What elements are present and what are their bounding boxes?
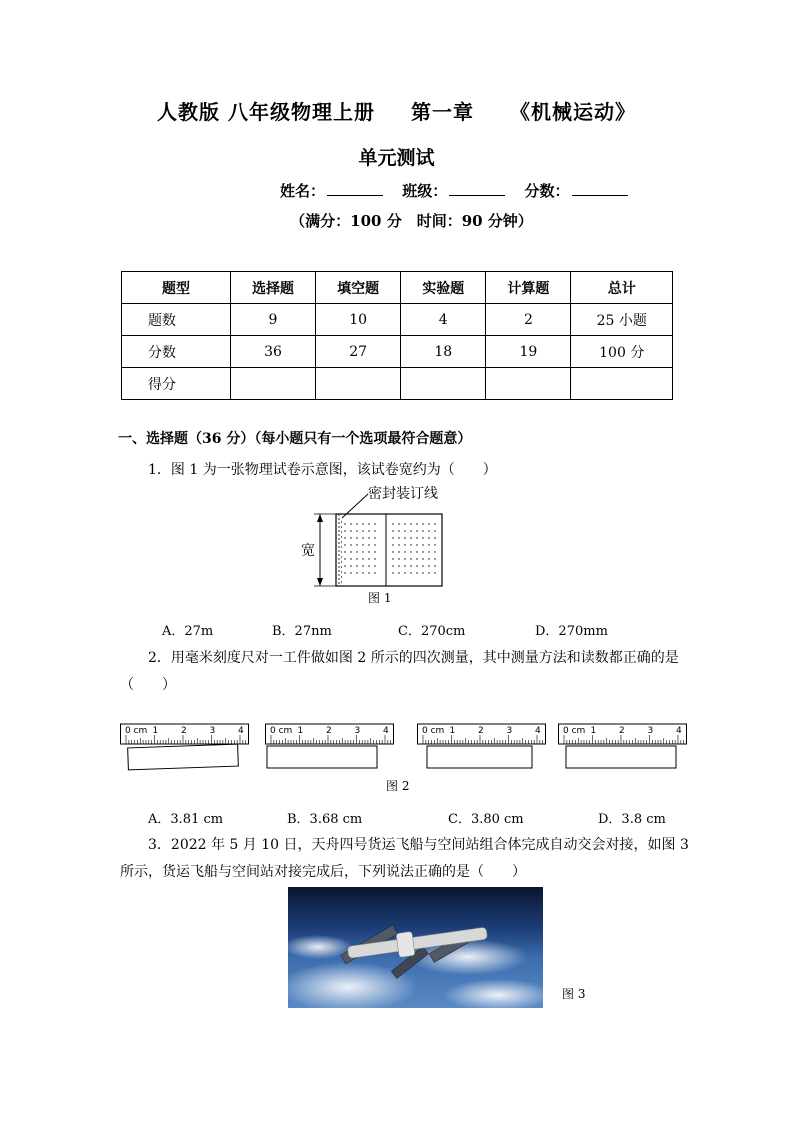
text-dot [362, 544, 363, 545]
ruler-figure-4 [558, 722, 688, 772]
text-dot [422, 551, 423, 552]
ruler-label: 1 [297, 726, 304, 736]
text-dot [344, 537, 345, 538]
text-dot [428, 565, 429, 566]
table-row [122, 304, 673, 336]
table-cell: 36 [230, 336, 315, 368]
text-dot [344, 558, 345, 559]
q1-option-d[interactable]: D．270mm [535, 624, 608, 639]
ruler-label: 3 [506, 726, 513, 736]
text-dot [374, 565, 375, 566]
q1-option-a[interactable]: A．27m [162, 624, 214, 639]
text-dot [416, 537, 417, 538]
text-dot [392, 572, 393, 573]
text-dot [404, 544, 405, 545]
text-dot [422, 565, 423, 566]
text-dot [416, 523, 417, 524]
text-dot [434, 537, 435, 538]
text-dot [434, 544, 435, 545]
text-dot [374, 523, 375, 524]
q2-option-d[interactable]: D．3.8 cm [598, 812, 666, 827]
text-dot [428, 551, 429, 552]
text-dot [410, 565, 411, 566]
text-dot [392, 544, 393, 545]
table-row [122, 336, 673, 368]
name-blank[interactable] [327, 181, 383, 196]
text-dot [374, 558, 375, 559]
docking-module [396, 931, 415, 957]
text-dot [422, 558, 423, 559]
text-dot [356, 544, 357, 545]
seal-dot [341, 551, 342, 552]
text-dot [398, 572, 399, 573]
ruler-label: 1 [449, 726, 456, 736]
text-dot [416, 558, 417, 559]
text-dot [344, 551, 345, 552]
table-cell: 题数 [122, 304, 231, 336]
text-dot [392, 523, 393, 524]
seal-dot [341, 526, 342, 527]
question-2-text: 2．用毫米刻度尺对一工件做如图 2 所示的四次测量，其中测量方法和读数都正确的是 [148, 650, 679, 666]
score-label: 分数： [524, 182, 570, 200]
table-cell: 19 [486, 336, 571, 368]
workpiece [128, 744, 239, 770]
seal-dot [341, 576, 342, 577]
ruler-label: 2 [619, 726, 625, 736]
text-dot [434, 530, 435, 531]
text-dot [368, 551, 369, 552]
text-dot [362, 537, 363, 538]
text-dot [398, 558, 399, 559]
text-dot [410, 537, 411, 538]
ruler-figure-3 [417, 722, 547, 772]
text-dot [356, 565, 357, 566]
section-heading: 一、选择题（36 分）（每小题只有一个选项最符合题意） [118, 431, 472, 447]
table-cell: 2 [486, 304, 571, 336]
workpiece [566, 746, 676, 768]
seal-dot [341, 571, 342, 572]
text-dot [398, 565, 399, 566]
text-dot [344, 544, 345, 545]
seal-dot [341, 581, 342, 582]
workpiece [427, 746, 532, 768]
text-dot [362, 551, 363, 552]
text-dot [350, 572, 351, 573]
question-3-text-cont: 所示，货运飞船与空间站对接完成后，下列说法正确的是（ ） [120, 864, 526, 880]
table-cell: 18 [401, 336, 486, 368]
text-dot [374, 537, 375, 538]
seal-line-label: 密封装订线 [368, 486, 438, 502]
ruler-label: 1 [590, 726, 597, 736]
ruler-label: 2 [478, 726, 484, 736]
text-dot [434, 523, 435, 524]
text-dot [344, 572, 345, 573]
figure-3-space-station-photo [288, 887, 543, 1008]
text-dot [350, 551, 351, 552]
text-dot [416, 572, 417, 573]
text-dot [374, 551, 375, 552]
question-3-text: 3．2022 年 5 月 10 日，天舟四号货运飞船与空间站组合体完成自动交会对接，如图 3 [148, 837, 689, 853]
class-label: 班级： [402, 182, 448, 200]
table-cell: 100 分 [571, 336, 673, 368]
ruler-label: 0 cm [270, 726, 293, 736]
text-dot [368, 558, 369, 559]
text-dot [404, 530, 405, 531]
score-input-cell[interactable] [486, 368, 571, 400]
ruler-label: 0 cm [422, 726, 445, 736]
text-dot [350, 537, 351, 538]
seal-dot [341, 561, 342, 562]
text-dot [356, 558, 357, 559]
text-dot [410, 558, 411, 559]
text-dot [410, 551, 411, 552]
text-dot [368, 544, 369, 545]
text-dot [404, 572, 405, 573]
score-input-cell[interactable] [401, 368, 486, 400]
score-blank[interactable] [572, 181, 628, 196]
text-dot [422, 537, 423, 538]
text-dot [428, 572, 429, 573]
text-dot [410, 530, 411, 531]
ruler-label: 4 [383, 726, 389, 736]
paper-outline [336, 514, 442, 586]
seal-dot [341, 541, 342, 542]
class-blank[interactable] [449, 181, 505, 196]
text-dot [350, 565, 351, 566]
text-dot [356, 572, 357, 573]
q2-option-c[interactable]: C．3.80 cm [448, 812, 524, 827]
text-dot [356, 523, 357, 524]
text-dot [416, 544, 417, 545]
figure-1-exam-paper [298, 482, 448, 594]
text-dot [398, 530, 399, 531]
seal-dot [341, 531, 342, 532]
seal-dot [341, 556, 342, 557]
text-dot [392, 565, 393, 566]
question-1-text: 1．图 1 为一张物理试卷示意图，该试卷宽约为（ ） [148, 462, 497, 478]
width-arrow-head-top [317, 514, 323, 522]
ruler-label: 0 cm [125, 726, 148, 736]
table-cell: 9 [230, 304, 315, 336]
ruler-label: 4 [535, 726, 541, 736]
table-cell: 计算题 [486, 272, 571, 304]
text-dot [404, 551, 405, 552]
score-table [121, 271, 673, 400]
title-part-chapter: 第一章 [410, 100, 474, 124]
text-dot [410, 572, 411, 573]
text-dot [368, 523, 369, 524]
text-dot [398, 537, 399, 538]
name-label: 姓名： [280, 182, 326, 200]
text-dot [434, 572, 435, 573]
table-cell: 4 [401, 304, 486, 336]
text-dot [404, 523, 405, 524]
table-cell: 选择题 [230, 272, 315, 304]
seal-dot [341, 521, 342, 522]
exam-full-info: （满分：100 分 时间：90 分钟） [290, 212, 533, 230]
text-dot [356, 530, 357, 531]
question-2-text-cont: （ ） [120, 677, 176, 693]
ruler-label: 3 [354, 726, 361, 736]
workpiece [267, 746, 377, 768]
text-dot [434, 558, 435, 559]
table-row [122, 368, 673, 400]
text-dot [428, 523, 429, 524]
ruler-label: 3 [647, 726, 654, 736]
student-info-line [280, 180, 642, 201]
width-label: 宽 [301, 543, 315, 559]
text-dot [350, 523, 351, 524]
table-cell: 得分 [122, 368, 231, 400]
text-dot [404, 537, 405, 538]
text-dot [416, 530, 417, 531]
score-input-cell[interactable] [316, 368, 401, 400]
score-input-cell[interactable] [230, 368, 315, 400]
text-dot [344, 523, 345, 524]
seal-dot [341, 546, 342, 547]
text-dot [374, 544, 375, 545]
figure-2-caption: 图 2 [386, 779, 410, 793]
text-dot [422, 544, 423, 545]
q1-option-c[interactable]: C．270cm [398, 624, 466, 639]
table-cell: 总计 [571, 272, 673, 304]
text-dot [392, 558, 393, 559]
table-cell: 27 [316, 336, 401, 368]
text-dot [398, 544, 399, 545]
text-dots [341, 521, 436, 582]
text-dot [416, 551, 417, 552]
ruler-label: 4 [238, 726, 244, 736]
text-dot [374, 572, 375, 573]
ruler-figure-1 [120, 722, 250, 772]
table-cell: 题型 [122, 272, 231, 304]
text-dot [368, 565, 369, 566]
text-dot [356, 537, 357, 538]
text-dot [422, 530, 423, 531]
text-dot [422, 523, 423, 524]
text-dot [362, 558, 363, 559]
ruler-label: 0 cm [563, 726, 586, 736]
text-dot [392, 530, 393, 531]
text-dot [368, 530, 369, 531]
text-dot [416, 565, 417, 566]
table-cell: 25 小题 [571, 304, 673, 336]
text-dot [350, 558, 351, 559]
width-arrow-head-bottom [317, 578, 323, 586]
table-cell: 填空题 [316, 272, 401, 304]
text-dot [428, 544, 429, 545]
text-dot [392, 537, 393, 538]
text-dot [344, 530, 345, 531]
text-dot [434, 565, 435, 566]
title-part-book: 人教版 八年级物理上册 [157, 100, 376, 124]
ruler-label: 2 [326, 726, 332, 736]
table-cell: 10 [316, 304, 401, 336]
text-dot [362, 523, 363, 524]
text-dot [392, 551, 393, 552]
q2-option-b[interactable]: B．3.68 cm [287, 812, 363, 827]
table-row [122, 272, 673, 304]
text-dot [410, 523, 411, 524]
ruler-figure-2 [265, 722, 395, 772]
text-dot [428, 558, 429, 559]
score-input-cell[interactable] [571, 368, 673, 400]
ruler-label: 2 [181, 726, 187, 736]
table-cell: 实验题 [401, 272, 486, 304]
figure-3-caption: 图 3 [562, 987, 586, 1001]
seal-dot [341, 566, 342, 567]
text-dot [350, 530, 351, 531]
text-dot [374, 530, 375, 531]
text-dot [398, 523, 399, 524]
text-dot [362, 565, 363, 566]
text-dot [404, 558, 405, 559]
table-cell: 分数 [122, 336, 231, 368]
text-dot [428, 537, 429, 538]
text-dot [362, 530, 363, 531]
text-dot [368, 537, 369, 538]
ruler-label: 1 [152, 726, 159, 736]
title-part-topic: 《机械运动》 [509, 100, 636, 124]
document-title [0, 96, 793, 125]
text-dot [344, 565, 345, 566]
document-subtitle: 单元测试 [358, 147, 435, 169]
q2-option-a[interactable]: A．3.81 cm [148, 812, 224, 827]
seal-dot [341, 536, 342, 537]
q1-option-b[interactable]: B．27nm [272, 624, 332, 639]
text-dot [350, 544, 351, 545]
text-dot [404, 565, 405, 566]
text-dot [428, 530, 429, 531]
text-dot [362, 572, 363, 573]
text-dot [434, 551, 435, 552]
figure-1-caption: 图 1 [368, 591, 392, 605]
ruler-label: 3 [209, 726, 216, 736]
text-dot [422, 572, 423, 573]
text-dot [410, 544, 411, 545]
ruler-label: 4 [676, 726, 682, 736]
text-dot [368, 572, 369, 573]
text-dot [398, 551, 399, 552]
text-dot [356, 551, 357, 552]
